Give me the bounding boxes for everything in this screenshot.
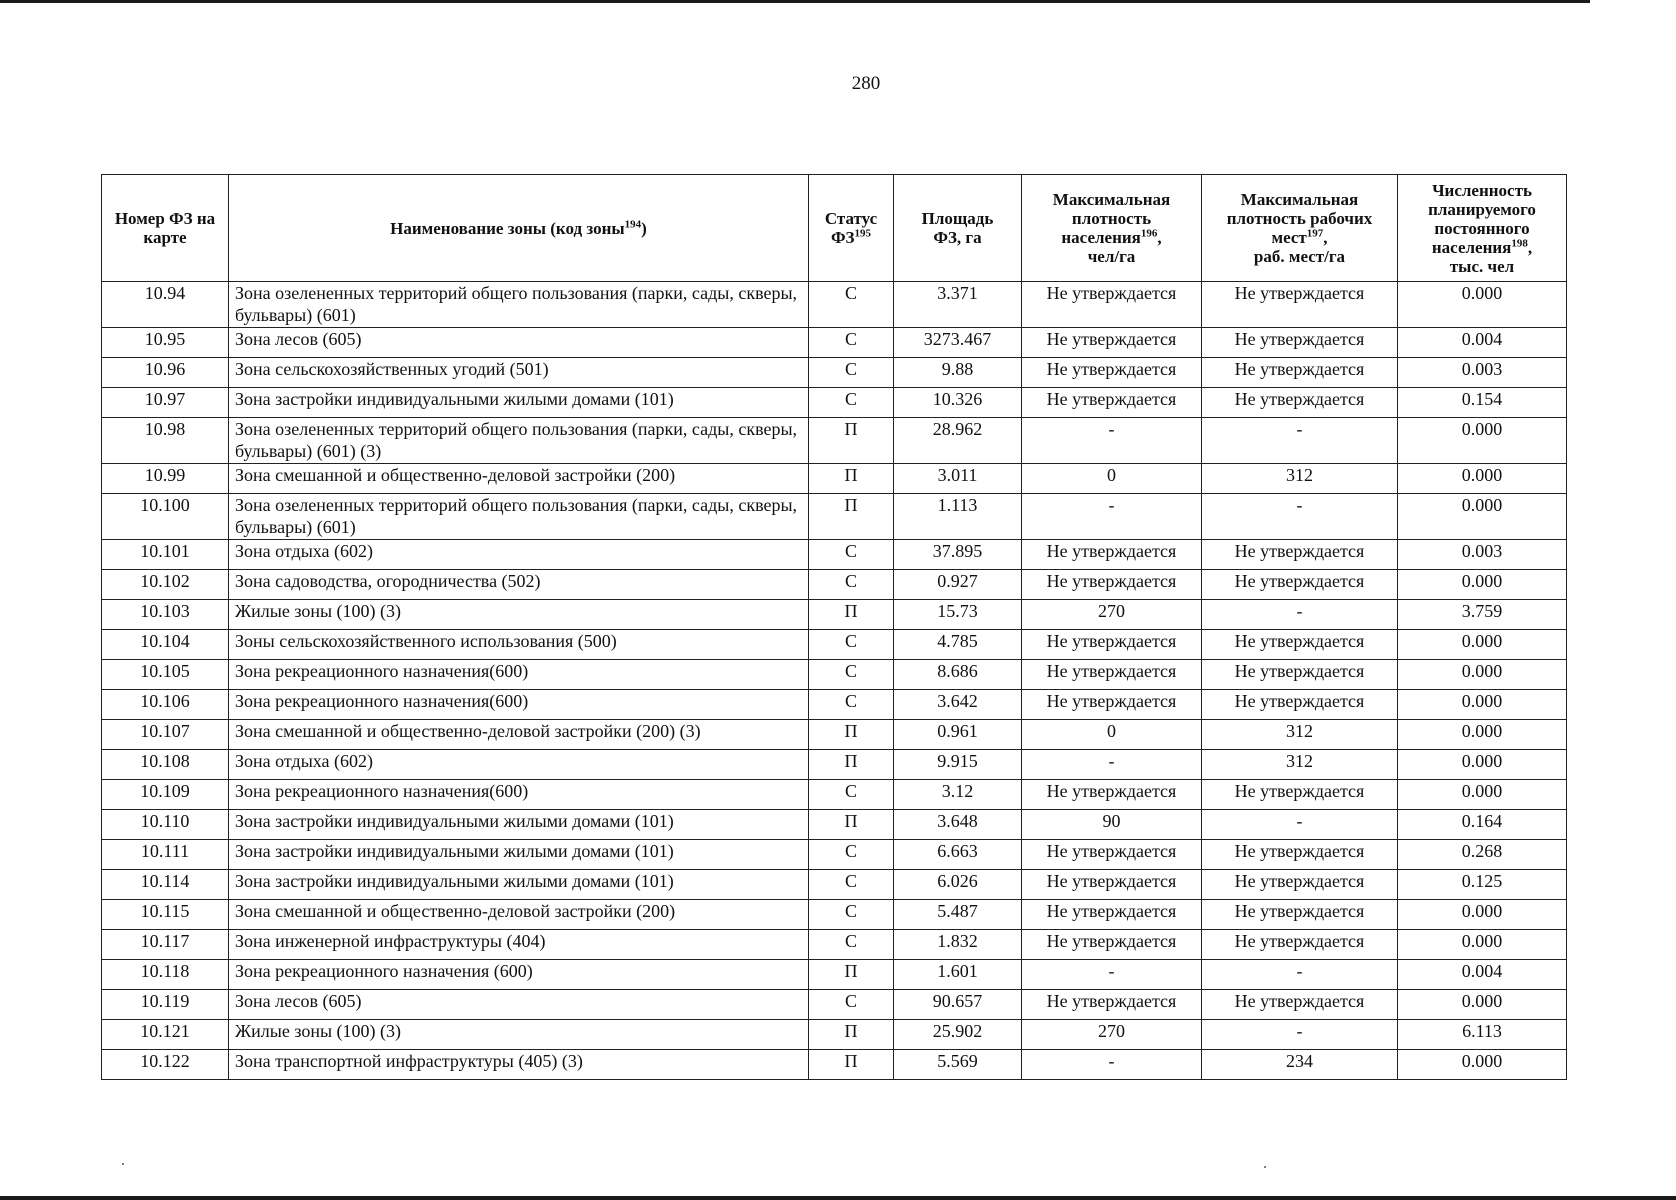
table-row bbox=[102, 570, 1567, 600]
cell-zone-name: Зона рекреационного назначения(600) bbox=[229, 780, 809, 810]
cell-job-density: - bbox=[1202, 1020, 1398, 1050]
cell-map-number: 10.98 bbox=[102, 418, 229, 464]
cell-population-density: Не утверждается bbox=[1022, 540, 1202, 570]
table-header-row bbox=[102, 175, 1567, 282]
cell-population-density: 270 bbox=[1022, 600, 1202, 630]
cell-planned-population: 0.268 bbox=[1398, 840, 1567, 870]
cell-map-number: 10.117 bbox=[102, 930, 229, 960]
cell-zone-name: Зона озелененных территорий общего пользования (парки, сады, скверы, бульвары) (601) (3) bbox=[229, 418, 809, 464]
cell-map-number: 10.109 bbox=[102, 780, 229, 810]
cell-map-number: 10.105 bbox=[102, 660, 229, 690]
cell-status: С bbox=[809, 282, 894, 328]
cell-map-number: 10.103 bbox=[102, 600, 229, 630]
cell-job-density: Не утверждается bbox=[1202, 328, 1398, 358]
cell-job-density: - bbox=[1202, 810, 1398, 840]
cell-map-number: 10.119 bbox=[102, 990, 229, 1020]
cell-zone-name: Зона смешанной и общественно-деловой застройки (200) bbox=[229, 900, 809, 930]
cell-job-density: - bbox=[1202, 600, 1398, 630]
cell-planned-population: 0.000 bbox=[1398, 630, 1567, 660]
cell-area: 3.371 bbox=[894, 282, 1022, 328]
table-row bbox=[102, 870, 1567, 900]
header-area: Площадь ФЗ, га bbox=[894, 175, 1022, 282]
table-row bbox=[102, 1020, 1567, 1050]
cell-status: С bbox=[809, 328, 894, 358]
table-row bbox=[102, 840, 1567, 870]
cell-zone-name: Зона смешанной и общественно-деловой застройки (200) (3) bbox=[229, 720, 809, 750]
cell-population-density: - bbox=[1022, 750, 1202, 780]
cell-zone-name: Зона отдыха (602) bbox=[229, 750, 809, 780]
cell-map-number: 10.100 bbox=[102, 494, 229, 540]
cell-population-density: Не утверждается bbox=[1022, 328, 1202, 358]
cell-planned-population: 0.164 bbox=[1398, 810, 1567, 840]
cell-planned-population: 0.000 bbox=[1398, 1050, 1567, 1080]
cell-planned-population: 0.000 bbox=[1398, 720, 1567, 750]
cell-area: 3.648 bbox=[894, 810, 1022, 840]
cell-status: П bbox=[809, 494, 894, 540]
cell-status: П bbox=[809, 418, 894, 464]
cell-planned-population: 0.000 bbox=[1398, 282, 1567, 328]
table-row bbox=[102, 990, 1567, 1020]
cell-planned-population: 0.000 bbox=[1398, 930, 1567, 960]
cell-map-number: 10.107 bbox=[102, 720, 229, 750]
table-row bbox=[102, 930, 1567, 960]
cell-status: П bbox=[809, 750, 894, 780]
cell-map-number: 10.96 bbox=[102, 358, 229, 388]
cell-job-density: Не утверждается bbox=[1202, 930, 1398, 960]
zones-table bbox=[101, 174, 1567, 1080]
cell-job-density: Не утверждается bbox=[1202, 780, 1398, 810]
cell-area: 1.832 bbox=[894, 930, 1022, 960]
table-row bbox=[102, 960, 1567, 990]
header-map-number: Номер ФЗ на карте bbox=[102, 175, 229, 282]
cell-zone-name: Зона рекреационного назначения(600) bbox=[229, 690, 809, 720]
cell-area: 5.487 bbox=[894, 900, 1022, 930]
cell-area: 15.73 bbox=[894, 600, 1022, 630]
cell-area: 8.686 bbox=[894, 660, 1022, 690]
cell-population-density: Не утверждается bbox=[1022, 282, 1202, 328]
table-row bbox=[102, 494, 1567, 540]
cell-planned-population: 0.000 bbox=[1398, 660, 1567, 690]
cell-planned-population: 0.125 bbox=[1398, 870, 1567, 900]
cell-job-density: 312 bbox=[1202, 720, 1398, 750]
cell-planned-population: 0.000 bbox=[1398, 990, 1567, 1020]
cell-zone-name: Зона сельскохозяйственных угодий (501) bbox=[229, 358, 809, 388]
cell-zone-name: Зона инженерной инфраструктуры (404) bbox=[229, 930, 809, 960]
cell-status: С bbox=[809, 840, 894, 870]
cell-area: 1.601 bbox=[894, 960, 1022, 990]
cell-map-number: 10.101 bbox=[102, 540, 229, 570]
cell-map-number: 10.102 bbox=[102, 570, 229, 600]
table-body bbox=[102, 282, 1567, 1080]
cell-map-number: 10.99 bbox=[102, 464, 229, 494]
cell-zone-name: Зона смешанной и общественно-деловой застройки (200) bbox=[229, 464, 809, 494]
cell-job-density: Не утверждается bbox=[1202, 990, 1398, 1020]
cell-area: 6.663 bbox=[894, 840, 1022, 870]
cell-zone-name: Зона застройки индивидуальными жилыми домами (101) bbox=[229, 388, 809, 418]
scan-top-edge bbox=[0, 0, 1590, 3]
cell-job-density: Не утверждается bbox=[1202, 660, 1398, 690]
cell-planned-population: 0.000 bbox=[1398, 900, 1567, 930]
cell-zone-name: Зона застройки индивидуальными жилыми домами (101) bbox=[229, 840, 809, 870]
cell-population-density: Не утверждается bbox=[1022, 690, 1202, 720]
cell-population-density: 90 bbox=[1022, 810, 1202, 840]
cell-status: С bbox=[809, 990, 894, 1020]
cell-job-density: Не утверждается bbox=[1202, 840, 1398, 870]
cell-map-number: 10.97 bbox=[102, 388, 229, 418]
table-row bbox=[102, 464, 1567, 494]
cell-zone-name: Зона садоводства, огородничества (502) bbox=[229, 570, 809, 600]
scan-speck bbox=[1264, 1166, 1266, 1168]
cell-area: 10.326 bbox=[894, 388, 1022, 418]
cell-status: П bbox=[809, 810, 894, 840]
cell-planned-population: 0.000 bbox=[1398, 464, 1567, 494]
table-row bbox=[102, 328, 1567, 358]
cell-area: 0.927 bbox=[894, 570, 1022, 600]
table-row bbox=[102, 418, 1567, 464]
cell-population-density: Не утверждается bbox=[1022, 990, 1202, 1020]
cell-status: П bbox=[809, 1050, 894, 1080]
cell-population-density: Не утверждается bbox=[1022, 630, 1202, 660]
cell-job-density: - bbox=[1202, 418, 1398, 464]
cell-status: С bbox=[809, 660, 894, 690]
cell-area: 3273.467 bbox=[894, 328, 1022, 358]
cell-population-density: Не утверждается bbox=[1022, 570, 1202, 600]
header-zone-name: Наименование зоны (код зоны$^{194}$) bbox=[229, 175, 809, 282]
cell-status: С bbox=[809, 690, 894, 720]
cell-planned-population: 0.004 bbox=[1398, 960, 1567, 990]
cell-planned-population: 0.000 bbox=[1398, 570, 1567, 600]
header-population-density: Максимальная плотность населения$^{196}$, чел/га bbox=[1022, 175, 1202, 282]
cell-area: 5.569 bbox=[894, 1050, 1022, 1080]
table-row bbox=[102, 690, 1567, 720]
cell-population-density: Не утверждается bbox=[1022, 388, 1202, 418]
cell-population-density: - bbox=[1022, 494, 1202, 540]
table-row bbox=[102, 388, 1567, 418]
page-number: 280 bbox=[851, 73, 881, 94]
cell-zone-name: Жилые зоны (100) (3) bbox=[229, 1020, 809, 1050]
header-status: Статус ФЗ$^{195}$ bbox=[809, 175, 894, 282]
cell-zone-name: Зона озелененных территорий общего пользования (парки, сады, скверы, бульвары) (601) bbox=[229, 494, 809, 540]
cell-planned-population: 0.000 bbox=[1398, 690, 1567, 720]
cell-map-number: 10.118 bbox=[102, 960, 229, 990]
cell-planned-population: 0.004 bbox=[1398, 328, 1567, 358]
cell-job-density: Не утверждается bbox=[1202, 540, 1398, 570]
cell-status: П bbox=[809, 464, 894, 494]
cell-job-density: Не утверждается bbox=[1202, 690, 1398, 720]
table-row bbox=[102, 660, 1567, 690]
cell-status: П bbox=[809, 600, 894, 630]
cell-planned-population: 0.154 bbox=[1398, 388, 1567, 418]
table-row bbox=[102, 282, 1567, 328]
table-row bbox=[102, 540, 1567, 570]
cell-planned-population: 0.000 bbox=[1398, 750, 1567, 780]
cell-population-density: 0 bbox=[1022, 720, 1202, 750]
table-row bbox=[102, 600, 1567, 630]
cell-status: С bbox=[809, 358, 894, 388]
cell-status: С bbox=[809, 540, 894, 570]
cell-status: С bbox=[809, 930, 894, 960]
cell-zone-name: Зона застройки индивидуальными жилыми домами (101) bbox=[229, 810, 809, 840]
cell-area: 28.962 bbox=[894, 418, 1022, 464]
cell-zone-name: Зона транспортной инфраструктуры (405) (3) bbox=[229, 1050, 809, 1080]
cell-status: С bbox=[809, 870, 894, 900]
cell-area: 0.961 bbox=[894, 720, 1022, 750]
cell-planned-population: 0.000 bbox=[1398, 780, 1567, 810]
cell-planned-population: 0.000 bbox=[1398, 418, 1567, 464]
cell-job-density: 234 bbox=[1202, 1050, 1398, 1080]
cell-population-density: 270 bbox=[1022, 1020, 1202, 1050]
cell-job-density: 312 bbox=[1202, 750, 1398, 780]
cell-map-number: 10.104 bbox=[102, 630, 229, 660]
cell-map-number: 10.94 bbox=[102, 282, 229, 328]
cell-zone-name: Зона отдыха (602) bbox=[229, 540, 809, 570]
table-row bbox=[102, 780, 1567, 810]
cell-job-density: - bbox=[1202, 494, 1398, 540]
cell-population-density: Не утверждается bbox=[1022, 900, 1202, 930]
cell-map-number: 10.111 bbox=[102, 840, 229, 870]
cell-zone-name: Зона озелененных территорий общего пользования (парки, сады, скверы, бульвары) (601) bbox=[229, 282, 809, 328]
table-row bbox=[102, 750, 1567, 780]
cell-status: С bbox=[809, 570, 894, 600]
cell-population-density: - bbox=[1022, 1050, 1202, 1080]
table-row bbox=[102, 630, 1567, 660]
table-row bbox=[102, 1050, 1567, 1080]
cell-status: С bbox=[809, 780, 894, 810]
cell-population-density: Не утверждается bbox=[1022, 358, 1202, 388]
cell-status: П bbox=[809, 1020, 894, 1050]
cell-zone-name: Зона рекреационного назначения (600) bbox=[229, 960, 809, 990]
cell-job-density: Не утверждается bbox=[1202, 282, 1398, 328]
cell-map-number: 10.114 bbox=[102, 870, 229, 900]
cell-population-density: - bbox=[1022, 960, 1202, 990]
cell-job-density: Не утверждается bbox=[1202, 870, 1398, 900]
cell-area: 3.642 bbox=[894, 690, 1022, 720]
cell-population-density: 0 bbox=[1022, 464, 1202, 494]
cell-planned-population: 0.003 bbox=[1398, 540, 1567, 570]
cell-area: 9.915 bbox=[894, 750, 1022, 780]
cell-area: 9.88 bbox=[894, 358, 1022, 388]
cell-job-density: Не утверждается bbox=[1202, 388, 1398, 418]
cell-area: 1.113 bbox=[894, 494, 1022, 540]
cell-area: 25.902 bbox=[894, 1020, 1022, 1050]
cell-map-number: 10.110 bbox=[102, 810, 229, 840]
cell-area: 90.657 bbox=[894, 990, 1022, 1020]
cell-status: С bbox=[809, 900, 894, 930]
cell-zone-name: Зона лесов (605) bbox=[229, 328, 809, 358]
cell-population-density: Не утверждается bbox=[1022, 780, 1202, 810]
cell-population-density: Не утверждается bbox=[1022, 930, 1202, 960]
table-row bbox=[102, 900, 1567, 930]
cell-planned-population: 3.759 bbox=[1398, 600, 1567, 630]
cell-status: С bbox=[809, 630, 894, 660]
cell-map-number: 10.121 bbox=[102, 1020, 229, 1050]
cell-area: 37.895 bbox=[894, 540, 1022, 570]
cell-population-density: - bbox=[1022, 418, 1202, 464]
cell-job-density: Не утверждается bbox=[1202, 570, 1398, 600]
header-planned-population: Численность планируемого постоянного населения$^{198}$, тыс. чел bbox=[1398, 175, 1567, 282]
cell-job-density: Не утверждается bbox=[1202, 900, 1398, 930]
cell-planned-population: 6.113 bbox=[1398, 1020, 1567, 1050]
cell-job-density: - bbox=[1202, 960, 1398, 990]
cell-status: П bbox=[809, 720, 894, 750]
scan-bottom-edge bbox=[0, 1196, 1676, 1200]
cell-population-density: Не утверждается bbox=[1022, 660, 1202, 690]
cell-area: 4.785 bbox=[894, 630, 1022, 660]
cell-area: 3.12 bbox=[894, 780, 1022, 810]
scan-speck bbox=[122, 1163, 124, 1165]
cell-job-density: 312 bbox=[1202, 464, 1398, 494]
cell-zone-name: Зона лесов (605) bbox=[229, 990, 809, 1020]
cell-status: П bbox=[809, 960, 894, 990]
cell-map-number: 10.106 bbox=[102, 690, 229, 720]
cell-job-density: Не утверждается bbox=[1202, 630, 1398, 660]
table-row bbox=[102, 720, 1567, 750]
cell-planned-population: 0.000 bbox=[1398, 494, 1567, 540]
cell-zone-name: Зоны сельскохозяйственного использования (500) bbox=[229, 630, 809, 660]
cell-status: С bbox=[809, 388, 894, 418]
cell-map-number: 10.115 bbox=[102, 900, 229, 930]
cell-zone-name: Зона рекреационного назначения(600) bbox=[229, 660, 809, 690]
table-row bbox=[102, 810, 1567, 840]
cell-population-density: Не утверждается bbox=[1022, 840, 1202, 870]
cell-zone-name: Жилые зоны (100) (3) bbox=[229, 600, 809, 630]
cell-area: 3.011 bbox=[894, 464, 1022, 494]
cell-job-density: Не утверждается bbox=[1202, 358, 1398, 388]
cell-map-number: 10.108 bbox=[102, 750, 229, 780]
header-job-density: Максимальная плотность рабочих мест$^{197}$, раб. мест/га bbox=[1202, 175, 1398, 282]
cell-planned-population: 0.003 bbox=[1398, 358, 1567, 388]
cell-map-number: 10.122 bbox=[102, 1050, 229, 1080]
cell-map-number: 10.95 bbox=[102, 328, 229, 358]
cell-area: 6.026 bbox=[894, 870, 1022, 900]
table-row bbox=[102, 358, 1567, 388]
cell-population-density: Не утверждается bbox=[1022, 870, 1202, 900]
cell-zone-name: Зона застройки индивидуальными жилыми домами (101) bbox=[229, 870, 809, 900]
